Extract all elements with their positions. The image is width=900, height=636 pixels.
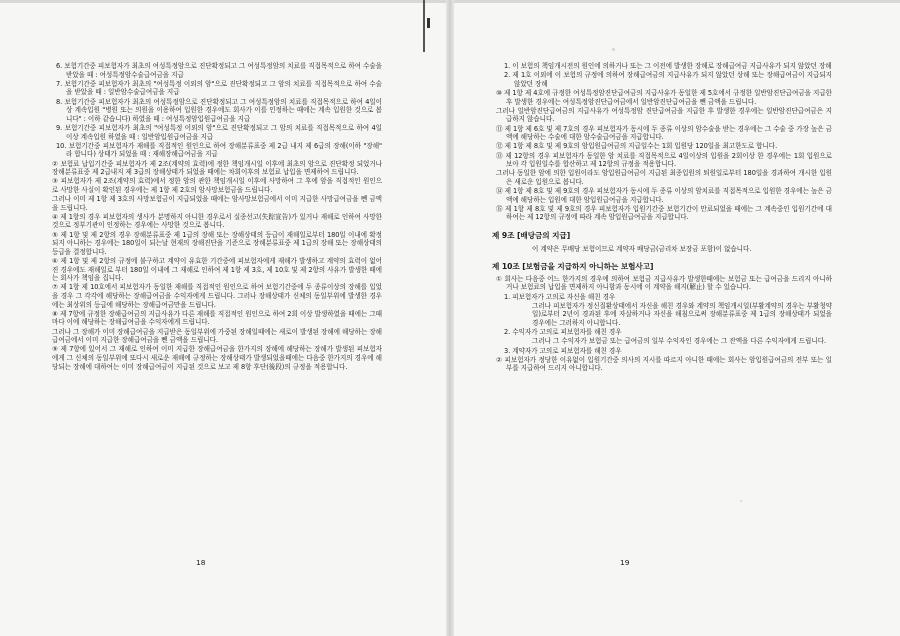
paragraph: 8. 보험기간중 피보험자가 최초의 여성특정암으로 진단확정되고 그 여성특정암의 치료를 직접목적으로 하여 4일이상 계속입원 "병원 또는 의원을 이용하여 입원한 경우에도 회사가 이를 인정하는 때에는 계속 입원한 것으로 봅니다" : 이하 같습니다) 하였을 때 : 여성특정암입원급여금을 지급: [56, 97, 382, 123]
paragraph: ⑮ 제 1항 제 8호 및 제 9호의 경우 피보험자가 입원기간중 보험기간이 만료되었을 때에는 그 계속중인 입원기간에 대하여는 제 12항의 규정에 따라 계속 암입원급여금을 지급합니다.: [496, 204, 832, 222]
paragraph: 이 계약은 무배당 보험이므로 계약자 배당금(금리차 보장금 포함)이 없습니다.: [532, 244, 752, 253]
paragraph: ⑨ 제 7항에 있어서 그 재해로 인하여 이미 지급한 장해급여금을 한가지의 장해에 해당하는 장해가 발생된 피보험자에게 그 신체의 동일부위에 또다시 새로운 재해에 규정하는 장해상태가 발생되었을때에는 다음중 한가지의 경우에 해당되는 장해에 대하여는 이미 장해급여금이 지급된 것으로 보고 제 8항 후단(後段)의 규정을 적용합니다.: [52, 345, 382, 371]
paragraph: ② 피보험자가 정당한 이유없이 입원기간중 의사의 지시를 따르지 아니한 때에는 회사는 암입원급여금의 전부 또는 일부를 지급하여 드리지 아니합니다.: [496, 355, 832, 373]
paragraph: 2. 수익자가 고의로 피보험자를 해친 경우: [504, 328, 622, 337]
paragraph: 그러나 그 장해가 이미 장해급여금을 지급받은 동일부위에 가중된 장해일때에는 새로이 발생된 장해에 해당하는 장해급여금에서 이미 지급한 장해급여금을 뺀 금액을 드립니다.: [52, 327, 382, 345]
paragraph: ④ 제 1항의 경우 피보험자의 생사가 분명하지 아니한 경우로서 실종선고(失踪宣告)가 있거나 재해로 인하여 사망한 것으로 정부기관이 인정하는 경우에는 사망한 것으로 봅니다.: [52, 212, 382, 230]
scan-speck: [740, 500, 742, 502]
paragraph: 6. 보험기간중 피보험자가 최초의 여성특정암으로 진단확정되고 그 여성특정암의 치료를 직접목적으로 하여 수술을 받았을 때 : 여성특정암수술급여금을 지급: [56, 62, 382, 79]
scan-speck: [612, 48, 615, 51]
paragraph: 그러나 동일한 암에 의한 입원이라도 암입원급여금이 지급된 최종입원의 퇴원일로부터 180일을 경과하여 개시한 입원은 새로운 입원으로 봅니다.: [496, 169, 832, 186]
paragraph: 그러나 이미 제 1항 제 3호의 사망보험금이 지급되었을 때에는 암사망보험금에서 이미 지급한 사망급여금을 뺀 금액을 드립니다.: [52, 195, 382, 212]
paragraph: 그러나 일반암진단급여금의 지급사유가 여성특정암 진단급여금을 지급한 후 발생한 경우에는 일반암진단급여금은 지급하지 않습니다.: [496, 106, 832, 124]
paragraph: ⑥ 제 1항 및 제 2항의 규정에 불구하고 계약이 유효한 기간중에 피보험자에게 재해가 발생하고 계약의 효력이 없어진 경우에도 재해일로 부터 180일 이내에 그 재해로 인하여 제 1항 제 3호, 제 10호 및 제 2항의 사유가 발생한 때에는 회사가 책임을 집니다.: [52, 257, 382, 283]
paragraph: ③ 피보험자가 제 2조(계약의 효력)에서 정한 암의 관한 책임개시일 이후에 사망하여 그 후에 암을 직접적인 원인으로 사망한 사실이 확인된 경우에는 제 1항 제 2호의 암사망보험금을 드립니다.: [52, 177, 382, 194]
page-number-left: 18: [196, 558, 206, 567]
binding-crease: [423, 0, 425, 52]
right-page-body: [492, 62, 832, 374]
paragraph: ⑦ 제 1항 제 10호에서 피보험자가 동일한 재해를 직접적인 원인으로 하여 보험기간중에 두 종류이상의 장해를 입었을 경우 그 각각에 해당하는 장해급여금을 수익자에게 드립니다. 그러나 장해상태가 신체의 동일부위에 발생한 경우에는 최상위의 등급에 해당하는 장해급여금만을 드립니다.: [52, 283, 382, 309]
article-heading: 제 10조 [보험금을 지급하지 아니하는 보험사고]: [492, 262, 654, 272]
article-heading: 제 9조 [배당금의 지급]: [492, 231, 571, 241]
paragraph: ⑧ 제 7항에 규정한 장해급여금의 지급사유가 다른 재해를 직접적인 원인으로 하여 2회 이상 발생하였을 때에는 그때마다 이에 해당하는 장해급여금을 수익자에게 드립니다.: [52, 309, 382, 327]
paragraph: 10. 보험기간중 피보험자가 재해를 직접적인 원인으로 하여 장해분류표중 제 2급 내지 제 6급의 장해(이하 "장해" 라 합니다) 상태가 되었을 때 : 재해장해급여금을 지급: [56, 141, 382, 159]
paragraph: ⑭ 제 1항 제 8호 및 제 9호의 경우 피보험자가 동시에 두 종류 이상의 암치료를 직접목적으로 입원한 경우에는 높은 금액에 해당하는 입원에 대한 암입원급여금을 지급합니다.: [496, 187, 832, 204]
paragraph: 2. 제 1호 이외에 이 보험의 규정에 의하여 장해급여금의 지급사유가 되지 않았던 상해 또는 장해급여금이 지급되지 않았던 장해: [504, 71, 832, 88]
page-number-right: 19: [620, 558, 630, 567]
right-page: [452, 0, 900, 636]
paragraph: 1. 피보험자가 고의로 자신을 해친 경우: [504, 292, 616, 301]
paragraph: 7. 보험기간중 피보험자가 최초의 "여성특정 이외의 암"으로 진단확정되고 그 암의 치료를 직접목적으로 하여 수술을 받았을 때 : 일반암수술급여금을 지급: [56, 79, 382, 97]
paragraph: ② 보험료 납입기간중 피보험자가 제 2조(계약의 효력)에 정한 책임개시일 이후에 최초의 암으로 진단확정 되었거나 장해분류표중 제 2급내지 제 3급의 장해상태가 되었을 때에는 차회이후의 보험료 납입을 면제하여 드립니다.: [52, 159, 382, 177]
paragraph: ⑬ 제 12항의 경우 피보험자가 동일한 암 치료를 직접목적으로 4일이상의 입원을 2회이상 한 경우에는 1회 입원으로 보아 각 입원일수를 합산하고 제 12항의 규정을 적용합니다.: [496, 151, 832, 169]
left-page: [0, 0, 448, 636]
paragraph: ① 회사는 다음중 어느 한가지의 경우에 의하여 보험금 지급사유가 발생한때에는 보험금 또는 급여금을 드리지 아니하거나 보험료의 납입을 면제하지 아니함과 동시에 이 계약을 해지(解止) 할 수 있습니다.: [496, 274, 832, 292]
paragraph: 9. 보험기간중 피보험자가 최초의 "여성특정 이외의 암"으로 진단확정되고 그 암의 치료를 직접목적으로 하여 4일이상 계속입원 하였을 때 : 일반암입원급여금을 지급: [56, 123, 382, 141]
paragraph: 1. 이 보험의 책임개시전의 원인에 의하거나 또는 그 이전에 발생한 장해로 장해급여금 지급사유가 되지 않았던 장해: [504, 62, 832, 70]
left-page-body: [52, 62, 382, 372]
paragraph: ⑤ 제 1항 및 제 2항의 경우 장해분류표중 제 1급의 장해 또는 장해상태의 등급이 재해일로부터 180일 이내에 확정되지 아니하는 경우에는 180일이 되는날 현재의 장해진단을 기준으로 장해분류표중 제 1급의 장해 또는 장해상태의 등급을 결정합니다.: [52, 230, 382, 256]
paragraph: ⑫ 제 1항 제 8호 및 제 9호의 암입원급여금의 지급일수는 1회 입원당 120일을 최고한도로 합니다.: [496, 142, 778, 151]
paragraph: 그러나 피보험자가 정신질환상태에서 자신을 해친 경우와 계약의 책임개시일(부활계약의 경우는 부활청약일)로부터 2년이 경과된 후에 자살하거나 자신을 해침으로써 장해분류표중 제 1급의 장해상태가 되었을 경우에는 그러하지 아니합니다.: [532, 301, 832, 327]
binding-mark: [427, 18, 430, 28]
paragraph: 3. 계약자가 고의로 피보험자를 해친 경우: [504, 346, 622, 355]
paragraph: 그러나 그 수익자가 보험금 또는 급여금의 일부 수익자인 경우에는 그 잔액을 다른 수익자에게 드립니다.: [532, 337, 827, 346]
paragraph: ⑪ 제 1항 제 6호 및 제 7호의 경우 피보험자가 동시에 두 종류 이상의 암수술을 받는 경우에는 그 수술 중 가장 높은 금액에 해당하는 수술에 대한 암수술급여금을 지급합니다.: [496, 124, 832, 142]
paragraph: ⑩ 제 1항 제 4호에 규정한 여성특정암진단급여금의 지급사유가 동일한 제 5호에서 규정한 일반암진단급여금을 지급한 후 발생한 경우에는 여성특정암진단급여금에서 일반암진단급여금을 뺀 금액을 드립니다.: [496, 88, 832, 106]
